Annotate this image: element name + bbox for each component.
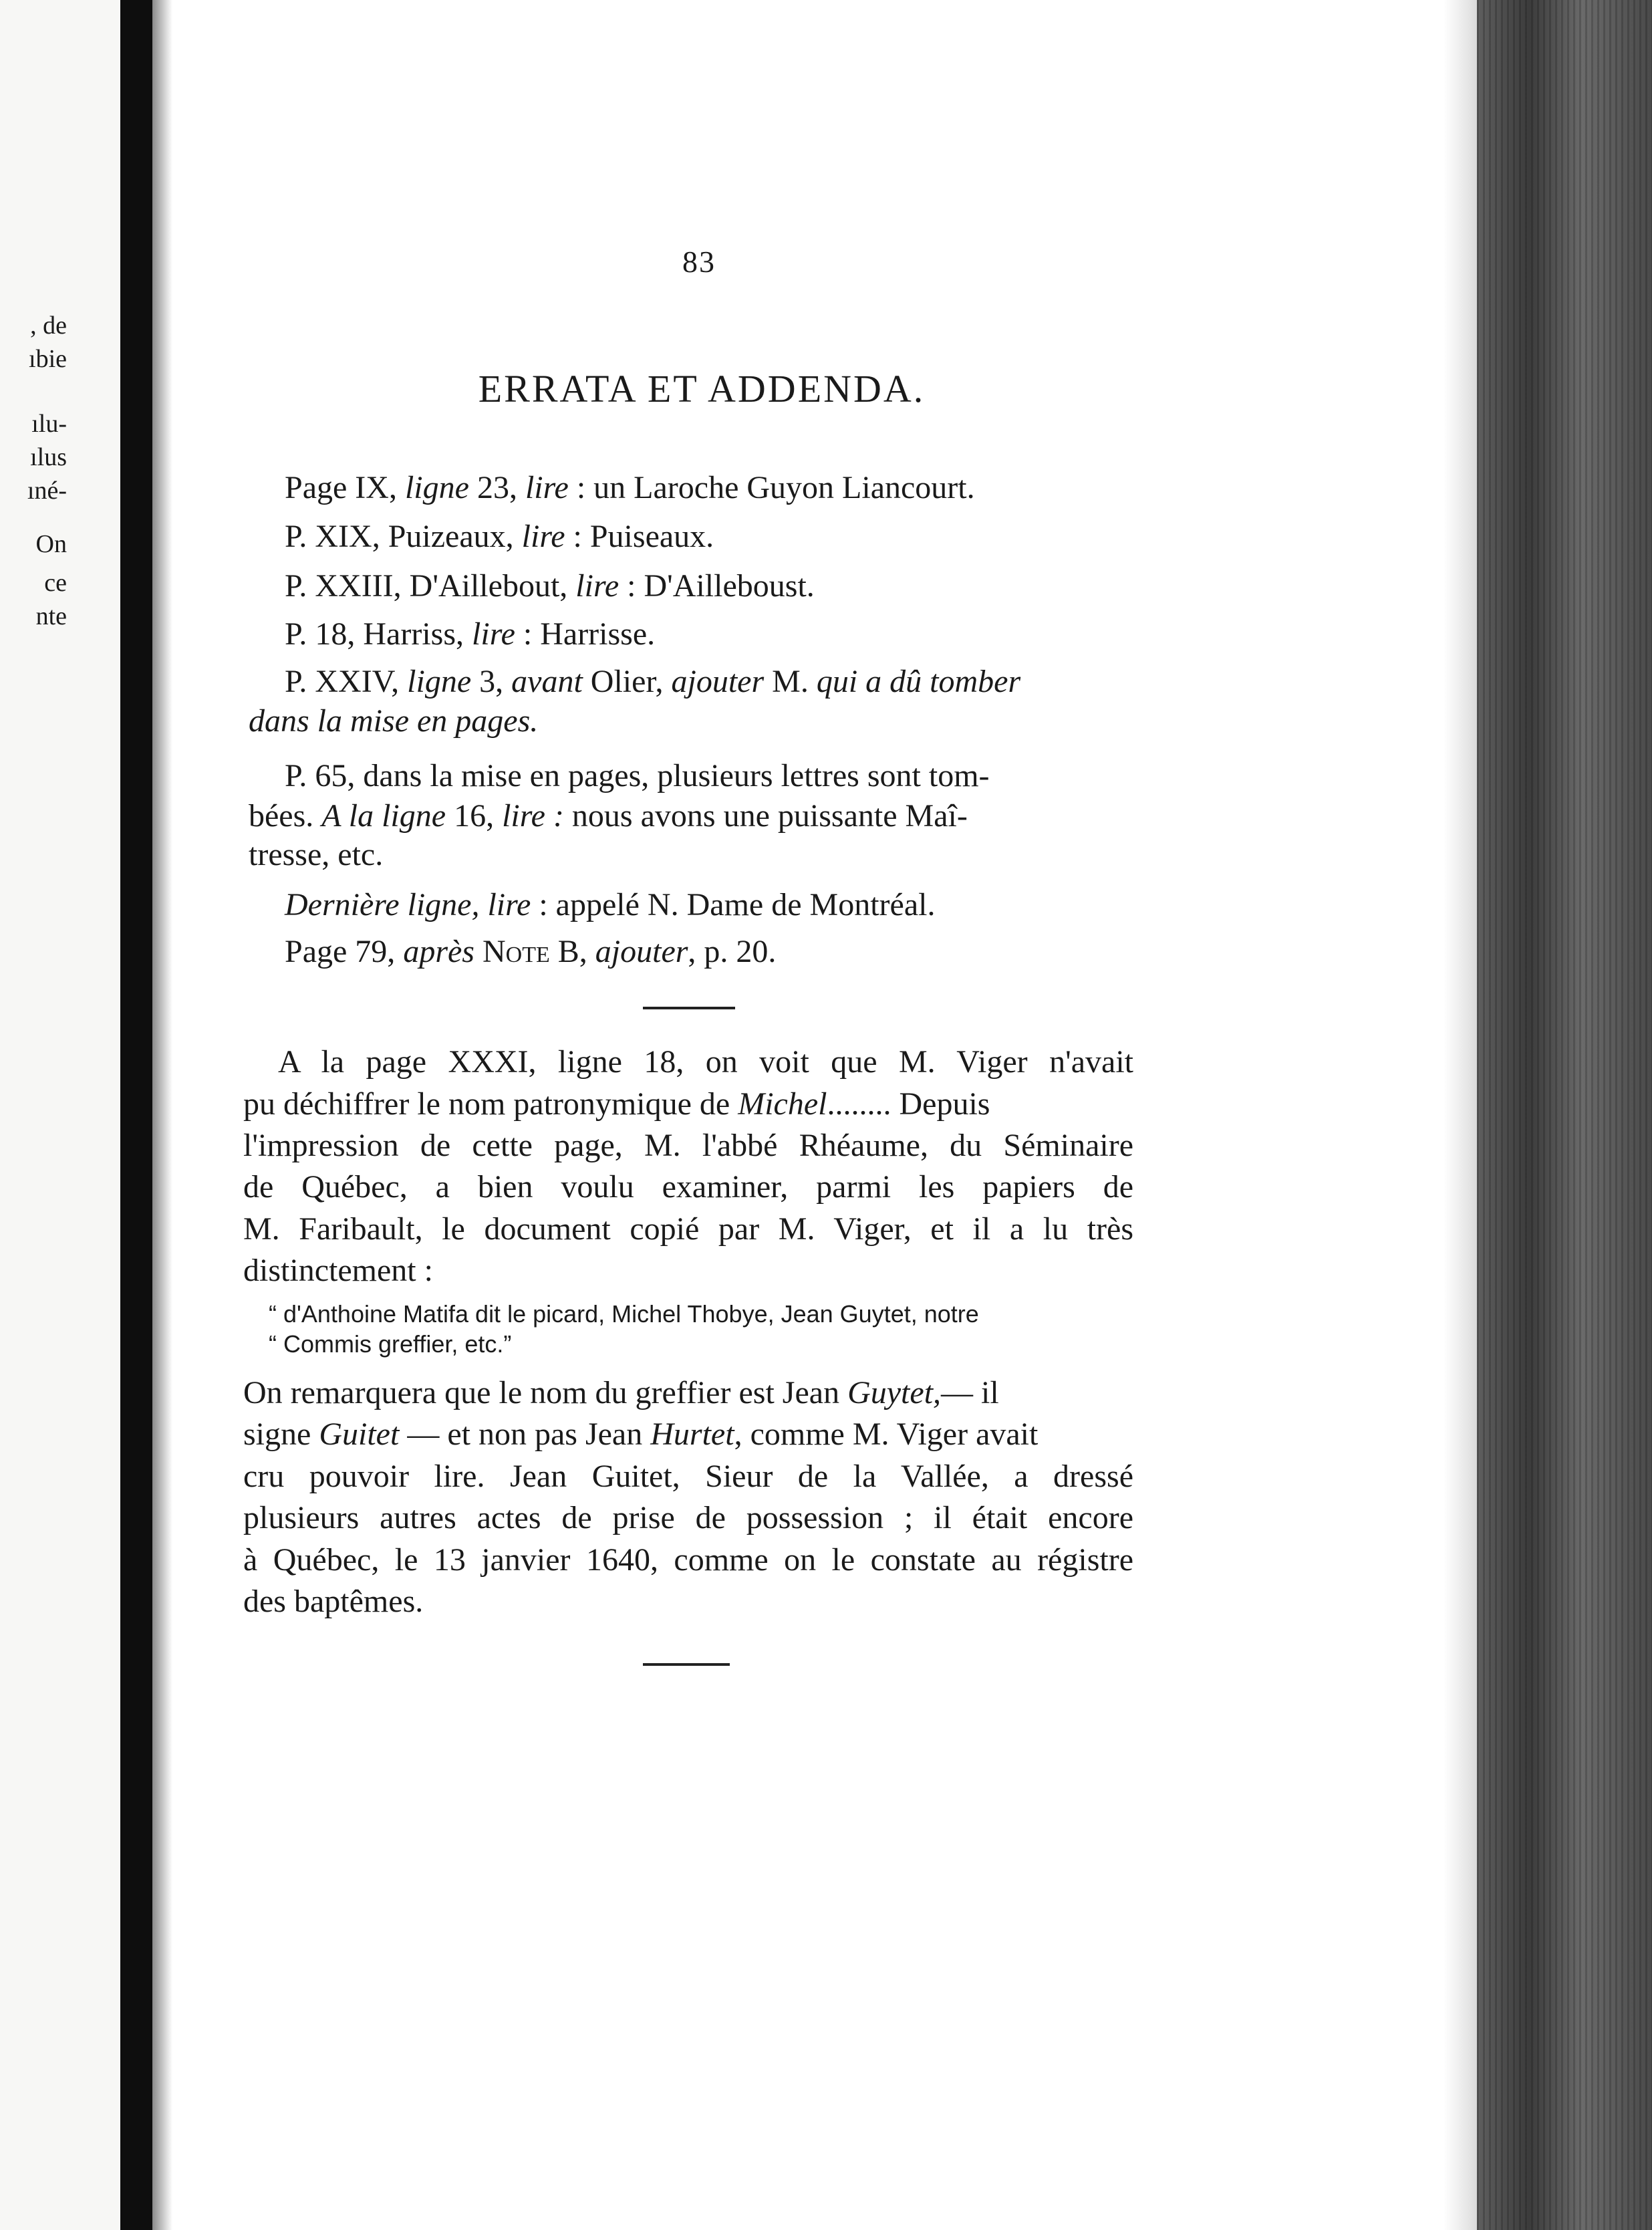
erratum-text: P. XIX, Puizeaux,	[285, 519, 522, 554]
paragraph-line: distinctement :	[243, 1253, 433, 1288]
facing-page-fragment: ıbie	[29, 345, 67, 373]
quotation-line: “ Commis greffier, etc.”	[269, 1330, 512, 1358]
paragraph-italic: Guitet	[319, 1416, 400, 1452]
section-divider	[643, 1007, 735, 1009]
paragraph-line	[243, 1418, 1038, 1451]
erratum-smallcaps: Note	[482, 934, 550, 969]
paragraph-line: A la page XXXI, ligne 18, on voit que M. Viger n'avait	[278, 1044, 1133, 1080]
erratum-page-xxiv-continued: dans la mise en pages.	[249, 703, 539, 739]
facing-page-margin	[0, 0, 119, 2230]
erratum-italic: ajouter	[595, 934, 688, 969]
erratum-text: Page 79,	[285, 934, 404, 969]
paragraph-italic: Michel	[738, 1086, 827, 1122]
erratum-text: 23,	[468, 470, 525, 505]
erratum-text: 16,	[446, 798, 503, 834]
paragraph-line: plusieurs autres actes de prise de possession ; il était encore	[243, 1500, 1133, 1535]
erratum-last-line	[285, 889, 935, 921]
facing-page-fragment: , de	[30, 312, 67, 340]
erratum-text: P. 18, Harriss,	[285, 616, 472, 652]
erratum-text: nous avons une puissante Maî-	[563, 798, 968, 834]
gutter-shadow	[152, 0, 172, 2230]
paragraph-text: , comme M. Viger avait	[734, 1416, 1039, 1452]
erratum-page-65-line2	[249, 800, 968, 832]
section-heading: ERRATA ET ADDENDA.	[478, 367, 926, 410]
erratum-text: bées.	[249, 798, 322, 834]
paragraph-line: l'impression de cette page, M. l'abbé Rhéaume, du Séminaire	[243, 1128, 1133, 1163]
erratum-page-xxiv	[285, 666, 1020, 698]
erratum-italic: lire	[525, 470, 569, 505]
facing-page-fragment: On	[35, 530, 67, 558]
erratum-page-xix	[285, 521, 714, 553]
paragraph-line	[243, 1088, 990, 1120]
paragraph-line: M. Faribault, le document copié par M. Viger, et il a lu très	[243, 1211, 1133, 1247]
page-number: 83	[682, 245, 716, 279]
erratum-italic: lire	[472, 616, 515, 652]
erratum-text: P. XXIV,	[285, 664, 408, 699]
facing-page-fragment: ılu-	[31, 410, 67, 438]
paragraph-text: On remarquera que le nom du greffier est Jean	[243, 1375, 848, 1410]
paragraph-italic: Hurtet	[650, 1416, 734, 1452]
paragraph-line: des baptêmes.	[243, 1584, 424, 1619]
erratum-text: , p. 20.	[688, 934, 777, 969]
erratum-text: : Puiseaux.	[565, 519, 714, 554]
facing-page-fragment: ce	[44, 569, 67, 597]
page-stack-edge	[1477, 0, 1652, 2230]
erratum-text: : un Laroche Guyon Liancourt.	[568, 470, 975, 505]
erratum-italic: qui a dû tomber	[816, 664, 1021, 699]
erratum-text: : appelé N. Dame de Montréal.	[531, 887, 936, 922]
erratum-text: M.	[764, 664, 817, 699]
facing-page-fragment: ıné-	[27, 477, 67, 505]
erratum-text: : D'Ailleboust.	[619, 568, 815, 604]
paragraph-line: à Québec, le 13 janvier 1640, comme on le constate au régistre	[243, 1542, 1133, 1578]
erratum-italic: lire	[521, 519, 565, 554]
paragraph-text: — il	[941, 1375, 999, 1410]
erratum-page-ix	[285, 472, 975, 504]
book-gutter	[120, 0, 152, 2230]
erratum-italic: A la ligne	[321, 798, 446, 834]
erratum-text: B,	[549, 934, 595, 969]
erratum-text: : Harrisse.	[515, 616, 656, 652]
erratum-italic: ligne	[407, 664, 472, 699]
erratum-page-65: P. 65, dans la mise en pages, plusieurs lettres sont tom-	[285, 758, 990, 793]
erratum-text: 3,	[471, 664, 512, 699]
erratum-page-18	[285, 618, 655, 650]
erratum-italic: lire	[575, 568, 620, 604]
facing-page-fragment: nte	[35, 602, 67, 630]
erratum-italic: Dernière ligne, lire	[285, 887, 531, 922]
erratum-text: P. XXIII, D'Aillebout,	[285, 568, 576, 604]
paragraph-line: cru pouvoir lire. Jean Guitet, Sieur de la Vallée, a dressé	[243, 1459, 1133, 1494]
paragraph-text: ........ Depuis	[827, 1086, 990, 1122]
erratum-page-xxiii	[285, 570, 815, 602]
erratum-text: Olier,	[582, 664, 672, 699]
erratum-text: Page IX,	[285, 470, 405, 505]
erratum-italic: avant	[511, 664, 583, 699]
erratum-text	[474, 934, 483, 969]
erratum-italic: ajouter	[671, 664, 765, 699]
erratum-italic: après	[403, 934, 474, 969]
paragraph-line: de Québec, a bien voulu examiner, parmi les papiers de	[243, 1169, 1133, 1205]
erratum-italic: ligne	[404, 470, 469, 505]
erratum-italic: lire :	[502, 798, 564, 834]
paragraph-text: pu déchiffrer le nom patronymique de	[243, 1086, 738, 1122]
quotation-line: “ d'Anthoine Matifa dit le picard, Michel Thobye, Jean Guytet, notre	[269, 1300, 979, 1328]
paragraph-text: signe	[243, 1416, 319, 1452]
paragraph-italic: Guytet,	[847, 1375, 942, 1410]
paragraph-text: — et non pas Jean	[399, 1416, 651, 1452]
erratum-page-65-line3: tresse, etc.	[249, 837, 384, 872]
erratum-page-79	[285, 936, 776, 968]
end-divider	[643, 1663, 730, 1666]
facing-page-fragment: ılus	[30, 443, 67, 471]
paragraph-line	[243, 1377, 999, 1409]
